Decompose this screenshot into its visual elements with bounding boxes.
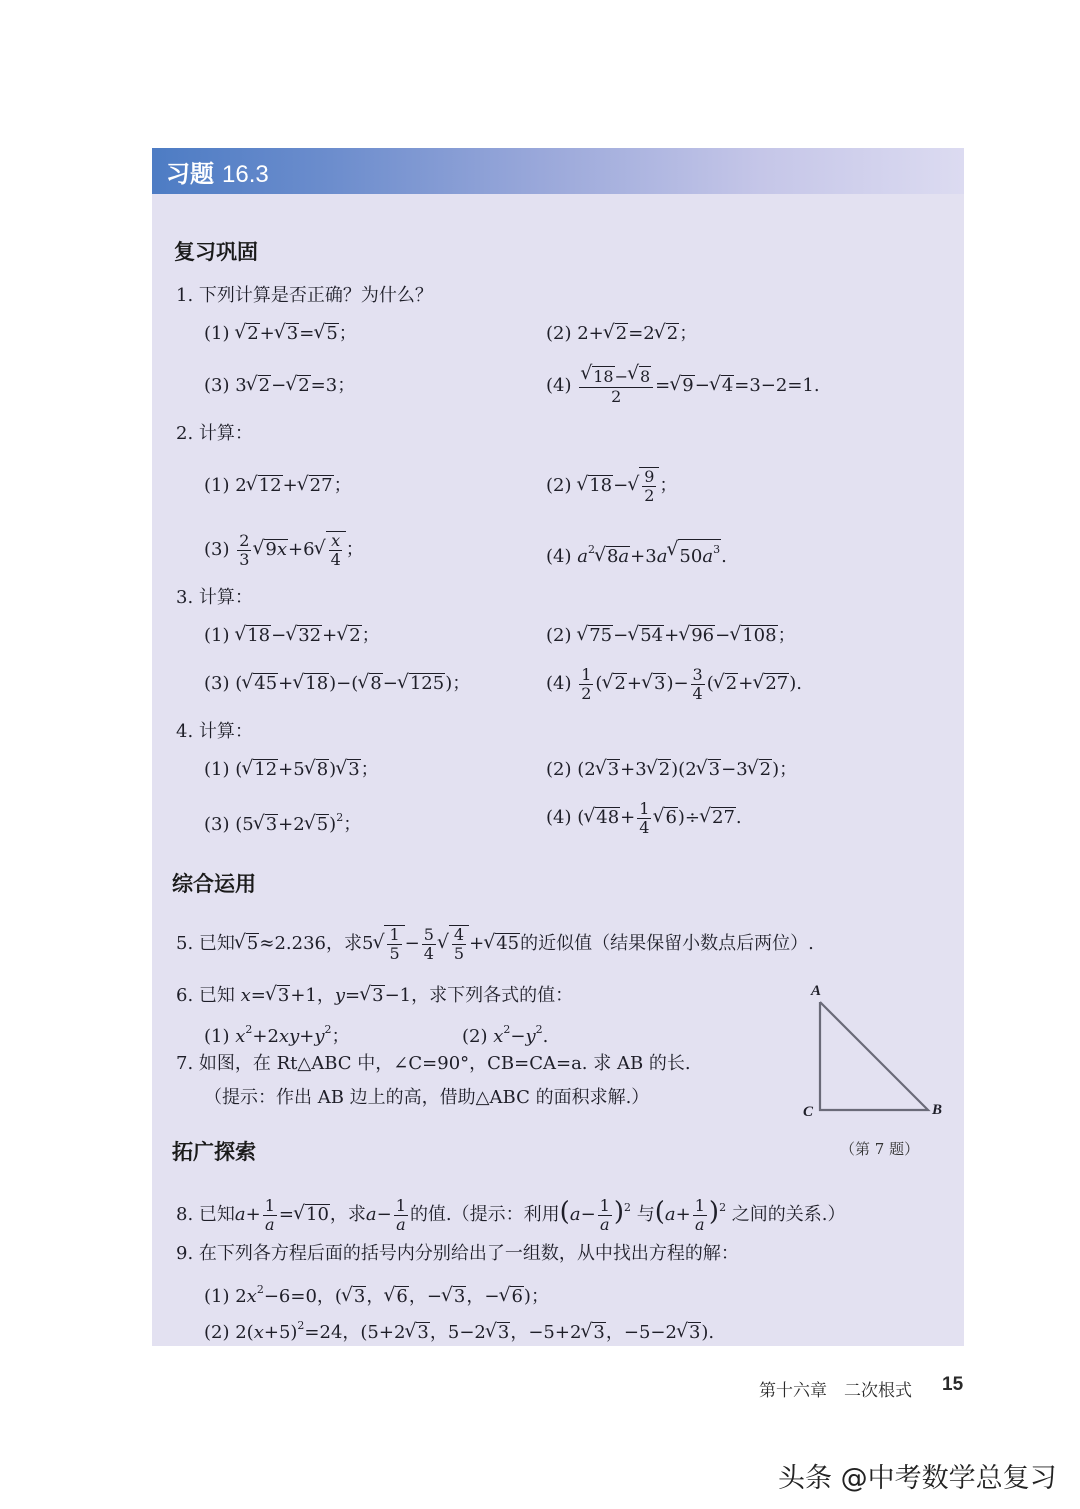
problem-8-and: 与 — [636, 1204, 655, 1225]
problem-6-item-2: (2) $x^2-y^2$. — [462, 1023, 549, 1047]
problem-5-approx: ≈2.236，求 — [259, 933, 362, 954]
problem-4-item-3: (3) (5 √ 3+2 √ 5)$^2$； — [204, 806, 361, 837]
problem-4-item-1: (1) ( √ 12+5 √ 8) √ 3； — [204, 758, 379, 782]
section-heading-explore: 拓广探索 — [172, 1140, 256, 1164]
section-heading-review: 复习巩固 — [174, 240, 258, 264]
problem-9-stem: 9. 在下列各方程后面的括号内分别给出了一组数，从中找出方程的解： — [176, 1243, 739, 1264]
problem-3-item-1: (1) √ 18− √ 32+ √ 2； — [204, 624, 380, 648]
problem-3-item-4: (4) $\frac{1}{2}$ ( √ 2+ √ 3)− $\frac{3}{4}$ ( √ 2+ √ 27). — [546, 660, 802, 708]
panel-header — [152, 148, 964, 194]
section-heading-apply: 综合运用 — [172, 872, 256, 896]
page-number: 15 — [942, 1374, 964, 1395]
problem-8-end: 之间的关系.） — [731, 1204, 846, 1225]
problem-9-item-1: (1) $2x^2-6=0$，( √ 3， √ 6，− √ 3，− √ 6)； — [204, 1278, 549, 1309]
vertex-label-c: C — [803, 1104, 814, 1120]
problem-8: 8. 已知a+ $\frac{1}{a}$ = √ 10，求a− $\frac{1}{a}$ 的值.（提示：利用(a− $\frac{1}{a}$ )$^2$ 与(a+ $\frac{1}{a}$ )$^2$ 之间的关系.） — [176, 1184, 846, 1239]
problem-2-item-4: (4) $a^2$ √ 8a+3a √ $50a^3$. — [546, 538, 727, 569]
triangle-figure — [800, 980, 960, 1160]
problem-1-item-4: (4) √ $\frac{18- √ 8}{2}$ = √ 9− √ 4=3−2=1. — [546, 362, 820, 410]
problem-1-item-3: (3) 3 √ 2− √ 2=3； — [204, 374, 355, 398]
problem-6-item-1: (1) $x^2+2xy+y^2$； — [204, 1023, 350, 1047]
title-number: 16.3 — [222, 161, 269, 188]
figure-caption: （第 7 题） — [840, 1140, 920, 1158]
problem-5-prefix: 5. 已知 — [176, 933, 235, 954]
problem-8-prefix: 8. 已知 — [176, 1204, 235, 1225]
problem-6-stem: 6. 已知 x= √ 3+1，y= √ 3−1，求下列各式的值： — [176, 984, 573, 1008]
problem-7-hint: （提示：作出 AB 边上的高，借助△ABC 的面积求解.） — [204, 1087, 650, 1108]
problem-8-value: 的值.（提示：利用 — [409, 1204, 560, 1225]
problem-8-mid: ，求 — [329, 1204, 366, 1225]
problem-1-item-2: (2) 2+ √ 2=2 √ 2； — [546, 322, 697, 346]
watermark: 头条 @中考数学总复习 — [778, 1463, 1057, 1494]
problem-1-item-1: (1) √ 2+ √ 3= √ 5； — [204, 322, 357, 346]
problem-5-suffix: 的近似值（结果保留小数点后两位）. — [520, 933, 814, 954]
problem-2-item-1: (1) 2 √ 12+ √ 27； — [204, 474, 352, 498]
problem-3-stem: 3. 计算： — [176, 587, 253, 608]
title-cn: 习题 — [166, 160, 214, 188]
problem-9-item-2: (2) $2(x+5)^2=24$，(5+2 √ 3，5−2 √ 3，−5+2 √ 3，−5−2 √ 3). — [204, 1314, 714, 1345]
problem-1-stem: 1. 下列计算是否正确？为什么？ — [176, 285, 433, 306]
problem-3-item-2: (2) √ 75− √ 54+ √ 96− √ 108； — [546, 624, 796, 648]
chapter-label: 第十六章 二次根式 — [759, 1381, 912, 1401]
problem-7-stem: 7. 如图，在 Rt△ABC 中，∠C=90°，CB=CA=a. 求 AB 的长. — [176, 1053, 691, 1074]
problem-5: 5. 已知 √ 5≈2.236，求5 √ $\frac{1}{5}$ − $\frac{5}{4}$ √ $\frac{4}{5}$ + √ 45的近似值（结果保留小数点后两位）. — [176, 920, 814, 968]
problem-2-item-3: (3) $\frac{2}{3}$ √ 9x+6 √ $\frac{x}{4}$ ； — [204, 526, 364, 574]
problem-2-item-2: (2) √ 18− √ $\frac{9}{2}$ ； — [546, 462, 677, 510]
vertex-label-a: A — [811, 983, 822, 999]
problem-2-stem: 2. 计算： — [176, 423, 253, 444]
vertex-label-b: B — [932, 1102, 943, 1118]
problem-4-item-2: (2) (2 √ 3+3 √ 2)(2 √ 3−3 √ 2)； — [546, 758, 797, 782]
page-title — [166, 154, 269, 189]
problem-3-item-3: (3) ( √ 45+ √ 18)−( √ 8− √ 125)； — [204, 672, 470, 696]
problem-4-item-4: (4) ( √ 48+ $\frac{1}{4}$ √ 6)÷ √ 27. — [546, 794, 742, 842]
problem-4-stem: 4. 计算： — [176, 721, 253, 742]
triangle-abc-shape — [820, 1002, 928, 1110]
